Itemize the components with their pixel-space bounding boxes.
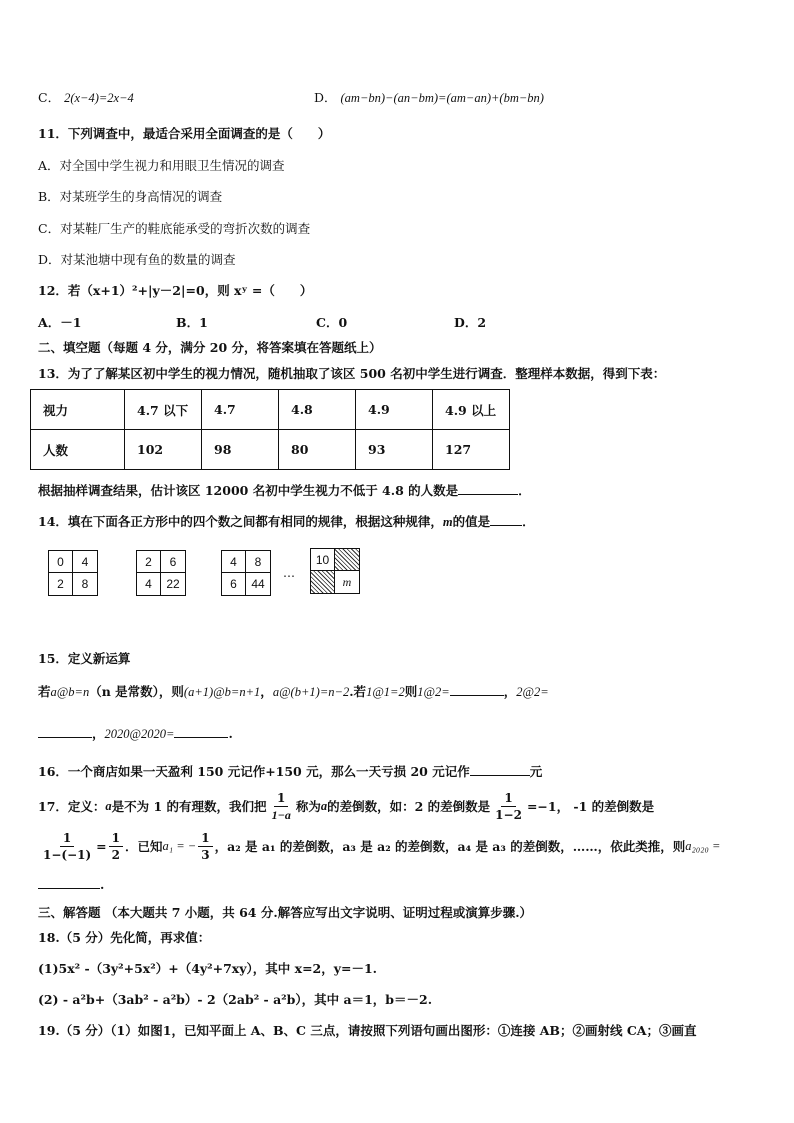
q16-text: 16．一个商店如果一天盈利 150 元记作+150 元，那么一天亏损 20 元记作 xyxy=(38,764,470,779)
q14-period: ． xyxy=(522,514,535,529)
table-row xyxy=(31,390,510,430)
answer-blank[interactable] xyxy=(38,875,100,889)
denominator: 2 xyxy=(111,847,121,862)
fraction xyxy=(40,830,94,863)
q12-option-d: D．2 xyxy=(454,315,487,330)
square-cell: 2 xyxy=(49,573,73,595)
q17-line-1 xyxy=(38,788,654,824)
square-cell: 8 xyxy=(81,577,89,591)
q14-stem xyxy=(38,512,535,530)
q13-question xyxy=(38,481,531,499)
table-cell: 4.9 xyxy=(356,390,433,430)
table-cell: 4.7 以下 xyxy=(125,390,202,430)
square-cell: 2 xyxy=(137,551,161,573)
denominator: 1−2 xyxy=(495,807,522,822)
answer-blank[interactable] xyxy=(174,724,228,738)
number-square-1 xyxy=(48,550,98,596)
numerator: 1 xyxy=(274,790,288,807)
numerator: 1 xyxy=(198,830,212,847)
square-cell: 8 xyxy=(246,551,270,573)
table-cell: 127 xyxy=(433,430,510,470)
expr: (a+1)@b=n+1 xyxy=(183,685,261,699)
expr: a₁ = − xyxy=(162,838,197,853)
q16 xyxy=(38,762,542,780)
q13-question-text: 根据抽样调查结果，估计该区 12000 名初中学生视力不低于 4.8 的人数是 xyxy=(38,483,459,498)
text: 若 xyxy=(38,684,51,699)
q15-line-1 xyxy=(38,682,549,700)
text: ，a₂ 是 a₁ 的差倒数，a₃ 是 a₂ 的差倒数，a₄ 是 a₃ 的差倒数，……，依此类推，则 xyxy=(214,839,686,854)
fraction xyxy=(269,790,294,823)
text: 则 xyxy=(404,684,418,699)
hatched-cell xyxy=(335,549,359,571)
text: ．已知 xyxy=(125,839,163,854)
square-cell: 4 xyxy=(137,573,161,595)
square-cell: 6 xyxy=(161,551,185,573)
text: =−1， -1 的差倒数是 xyxy=(526,799,655,814)
expr: a@b=n xyxy=(50,685,90,699)
square-cell: 10 xyxy=(311,549,335,571)
table-cell: 视力 xyxy=(31,390,125,430)
text: （n 是常数），则 xyxy=(89,684,184,699)
square-cell: 0 xyxy=(49,551,73,573)
text: 是不为 1 的有理数，我们把 xyxy=(111,799,267,814)
q11-option-c: C．对某鞋厂生产的鞋底能承受的弯折次数的调查 xyxy=(38,221,311,236)
q12-option-b: B．1 xyxy=(176,315,208,330)
q10-option-d xyxy=(314,88,544,106)
q10-d-label: D． xyxy=(314,90,337,105)
square-cell: 44 xyxy=(251,577,265,591)
q18-title: 18.（5 分）先化简，再求值： xyxy=(38,930,211,945)
q11-option-d: D．对某池塘中现有鱼的数量的调查 xyxy=(38,252,236,267)
text: . xyxy=(100,877,105,892)
number-square-4 xyxy=(310,548,360,594)
q14-stem-text-2: 的值是 xyxy=(452,514,491,529)
text: 称为 xyxy=(295,799,321,814)
table-cell: 80 xyxy=(279,430,356,470)
table-cell: 4.9 以上 xyxy=(433,390,510,430)
q17-line-2 xyxy=(38,828,720,864)
ellipsis: … xyxy=(283,566,295,580)
answer-blank[interactable] xyxy=(38,724,92,738)
expr: a₂₀₂₀ = xyxy=(685,838,721,853)
var-a: a xyxy=(320,798,328,813)
q18-part-1: (1)5x² -（3y²+5x²）+（4y²+7xy），其中 x=2，y=－1. xyxy=(38,961,378,976)
q11-option-a: A．对全国中学生视力和用眼卫生情况的调查 xyxy=(38,158,285,173)
text: ， xyxy=(260,684,273,699)
table-cell: 102 xyxy=(125,430,202,470)
expr: 2020@2020= xyxy=(104,727,175,741)
q14-stem-text: 14．填在下面各正方形中的四个数之间都有相同的规律，根据这种规律， xyxy=(38,514,443,529)
q12-option-c: C．0 xyxy=(316,315,348,330)
fraction xyxy=(492,790,525,823)
hatched-cell xyxy=(311,571,335,593)
answer-blank[interactable] xyxy=(490,512,522,526)
expr: 1@1=2 xyxy=(366,685,405,699)
square-cell: 6 xyxy=(222,573,246,595)
fraction xyxy=(198,830,212,863)
square-cell: 22 xyxy=(166,577,180,591)
text: ， xyxy=(92,726,105,741)
fraction xyxy=(109,830,123,863)
text: 17．定义： xyxy=(38,799,106,814)
q16-unit: 元 xyxy=(529,764,543,779)
q19-text: 19.（5 分）（1）如图1，已知平面上 A、B、C 三点，请按照下列语句画出图形：①连接 AB；②画射线 CA；③画直 xyxy=(38,1023,697,1038)
text: .若 xyxy=(349,684,367,699)
square-cell: 4 xyxy=(73,551,97,573)
q17-line-3 xyxy=(38,875,104,892)
square-cell-m: m xyxy=(342,574,352,589)
numerator: 1 xyxy=(109,830,123,847)
table-cell: 4.8 xyxy=(279,390,356,430)
q12-option-a: A．－1 xyxy=(38,315,82,330)
var-a: a xyxy=(105,798,112,813)
q10-option-c xyxy=(38,88,134,106)
q15-line-2 xyxy=(38,724,233,742)
q14-variable: m xyxy=(442,515,453,529)
text: = xyxy=(96,838,107,854)
text: . xyxy=(228,726,233,741)
table-cell: 93 xyxy=(356,430,433,470)
expr: 2@2= xyxy=(516,685,549,699)
number-square-3 xyxy=(221,550,271,596)
square-cell: 4 xyxy=(222,551,246,573)
table-cell: 98 xyxy=(202,430,279,470)
expr: a@(b+1)=n−2 xyxy=(272,685,350,699)
q11-option-b: B．对某班学生的身高情况的调查 xyxy=(38,189,223,204)
numerator: 1 xyxy=(501,790,515,807)
q13-table xyxy=(30,389,510,470)
number-square-2 xyxy=(136,550,186,596)
section-3-heading: 三、解答题 （本大题共 7 小题，共 64 分.解答应写出文字说明、证明过程或演算步骤.） xyxy=(38,905,533,920)
q15-title: 15．定义新运算 xyxy=(38,651,131,666)
q12-stem: 12．若（x+1）²+|y－2|=0，则 xʸ =（ ） xyxy=(38,283,313,298)
q18-part-2: (2) - a²b+（3ab² - a²b）- 2（2ab² - a²b），其中 a＝1，b＝－2. xyxy=(38,992,433,1007)
numerator: 1 xyxy=(60,830,74,847)
q13-stem: 13．为了了解某区初中学生的视力情况，随机抽取了该区 500 名初中学生进行调查．整理样本数据，得到下表： xyxy=(38,366,666,381)
table-cell: 人数 xyxy=(31,430,125,470)
table-cell: 4.7 xyxy=(202,390,279,430)
answer-blank[interactable] xyxy=(458,481,518,495)
denominator: 1−(−1) xyxy=(43,847,92,862)
table-row xyxy=(31,430,510,470)
denominator: 1−a xyxy=(271,807,291,822)
q10-c-label: C． xyxy=(38,90,61,105)
q11-stem: 11．下列调查中，最适合采用全面调查的是（ ） xyxy=(38,126,331,141)
text: ， xyxy=(503,684,517,699)
q13-period: ． xyxy=(518,483,531,498)
answer-blank[interactable] xyxy=(470,762,530,776)
section-2-heading: 二、填空题（每题 4 分，满分 20 分，将答案填在答题纸上） xyxy=(38,340,382,355)
q10-c-expr: 2(x−4)=2x−4 xyxy=(64,91,134,105)
denominator: 3 xyxy=(201,847,210,862)
expr: 1@2= xyxy=(417,685,450,699)
q10-d-expr: (am−bn)−(an−bm)=(am−an)+(bm−bn) xyxy=(340,91,544,105)
text: 的差倒数，如：2 的差倒数是 xyxy=(327,799,491,814)
answer-blank[interactable] xyxy=(450,682,504,696)
